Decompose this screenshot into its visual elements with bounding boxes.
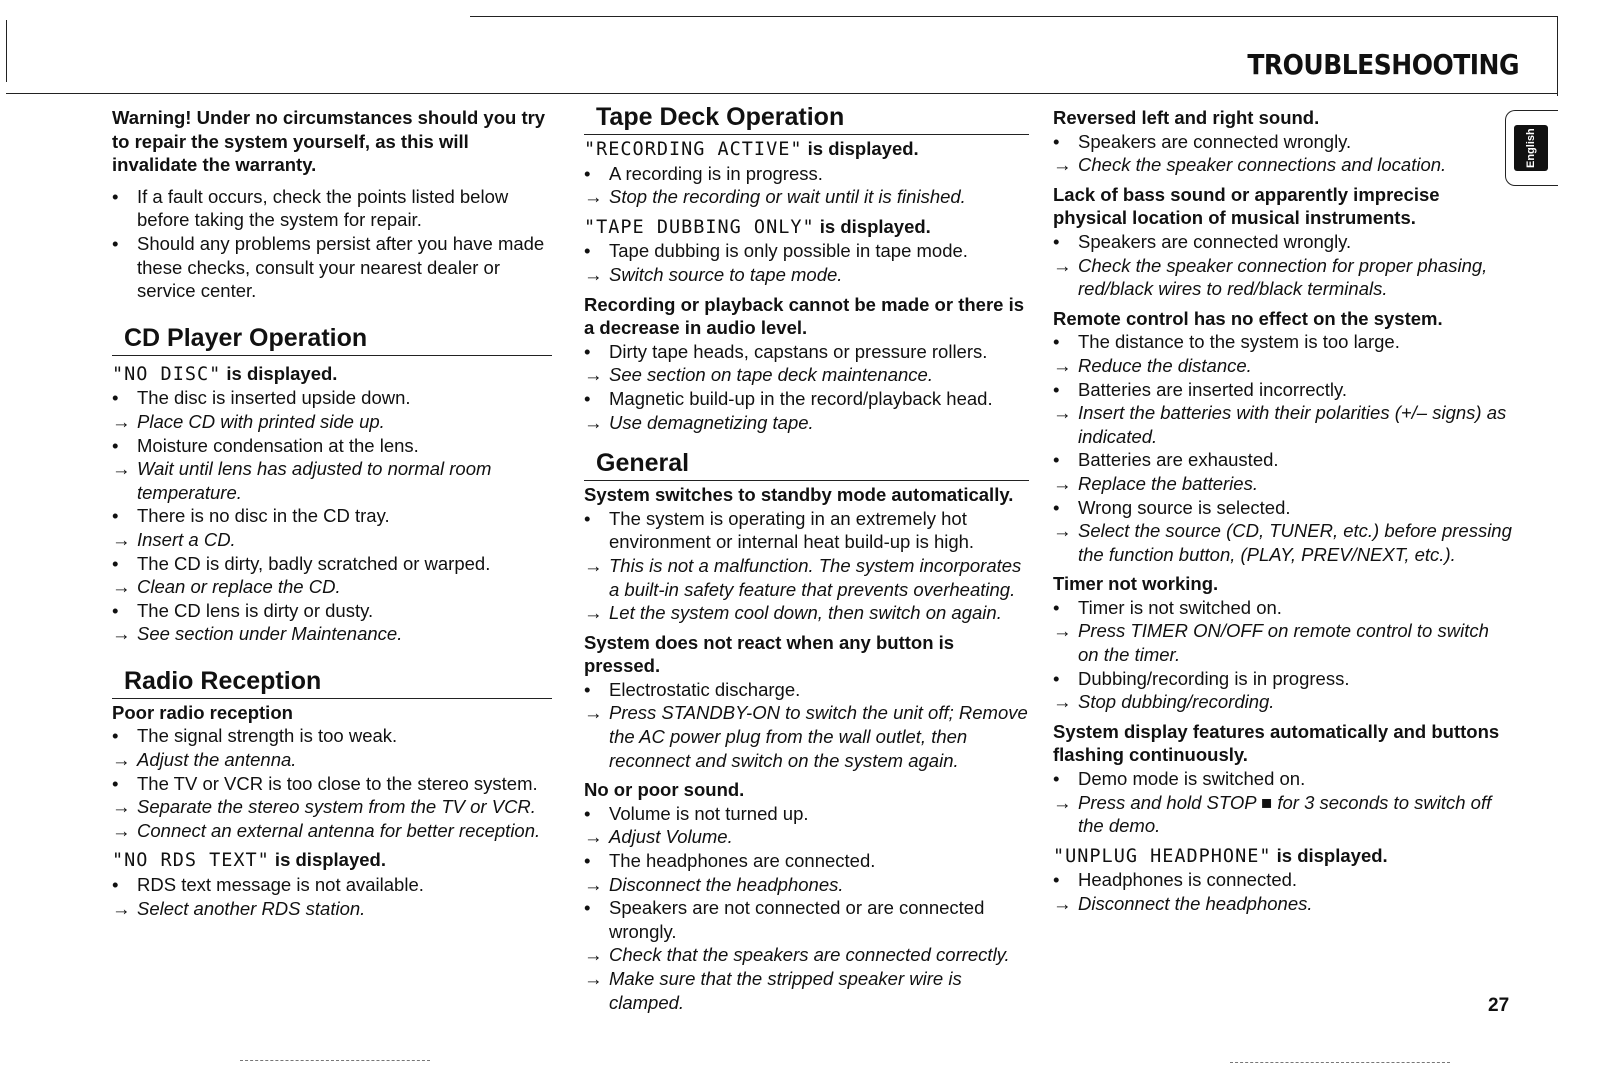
cause-item xyxy=(1053,378,1513,402)
bullet-icon: • xyxy=(112,232,119,254)
bullet-icon: • xyxy=(1053,230,1060,252)
bullet-icon: • xyxy=(584,162,591,184)
remedy-item xyxy=(112,748,552,772)
arrow-icon: → xyxy=(584,702,603,724)
arrow-icon: → xyxy=(584,186,603,208)
item-text: RDS text message is not available. xyxy=(137,874,424,896)
item-text: Check the speaker connections and location. xyxy=(1078,154,1447,176)
remedy-item xyxy=(1053,472,1513,496)
lcd-message: "NO DISC" xyxy=(112,363,222,385)
heading-suffix: is displayed. xyxy=(814,215,931,237)
remedy-item xyxy=(584,185,1029,209)
item-text: Let the system cool down, then switch on again. xyxy=(609,602,1002,624)
general-items-2 xyxy=(584,678,1029,772)
remedy-item xyxy=(584,554,1029,601)
lcd-message: "RECORDING ACTIVE" xyxy=(584,139,803,160)
cause-item xyxy=(1053,330,1513,354)
right-items-6 xyxy=(1053,868,1513,915)
remedy-item xyxy=(1053,519,1513,566)
arrow-icon: → xyxy=(112,458,131,480)
item-text: Switch source to tape mode. xyxy=(609,263,843,285)
item-text: Make sure that the stripped speaker wire is clamped. xyxy=(609,968,962,1013)
lcd-message: "UNPLUG HEADPHONE" xyxy=(1053,845,1272,867)
arrow-icon: → xyxy=(584,826,603,848)
bullet-icon: • xyxy=(584,507,591,529)
arrow-icon: → xyxy=(112,623,131,645)
item-text: Wait until lens has adjusted to normal room temperature. xyxy=(137,458,492,503)
item-text: The distance to the system is too large. xyxy=(1078,331,1400,353)
arrow-icon: → xyxy=(1053,154,1072,176)
remedy-item xyxy=(112,622,552,646)
remedy-item xyxy=(584,263,1029,287)
right-items-5 xyxy=(1053,767,1513,838)
cause-item xyxy=(584,678,1029,702)
bullet-icon: • xyxy=(112,725,119,747)
item-text: Clean or replace the CD. xyxy=(137,576,341,598)
cause-item xyxy=(112,504,552,528)
remedy-item xyxy=(1053,619,1513,666)
header-rule-right xyxy=(1557,16,1558,96)
bullet-icon: • xyxy=(1053,378,1060,400)
column-right xyxy=(1053,106,1513,916)
remedy-item xyxy=(1053,354,1513,378)
item-text: Select the source (CD, TUNER, etc.) before pressing the function button, (PLAY, PREV/NEXT, etc.). xyxy=(1078,520,1512,565)
item-text: Use demagnetizing tape. xyxy=(609,411,814,433)
item-text: Speakers are connected wrongly. xyxy=(1078,230,1352,252)
remedy-item xyxy=(1053,401,1513,448)
cause-item xyxy=(1053,130,1513,154)
item-text: Headphones is connected. xyxy=(1078,869,1298,891)
remedy-item xyxy=(1053,153,1513,177)
heading-suffix: is displayed. xyxy=(1271,844,1388,866)
remedy-item xyxy=(584,411,1029,435)
radio-items-1 xyxy=(112,724,552,842)
arrow-icon: → xyxy=(1053,520,1072,542)
item-text: Adjust the antenna. xyxy=(137,749,297,771)
remedy-item xyxy=(112,410,552,434)
heading-suffix: is displayed. xyxy=(802,138,919,159)
heading-no-react: System does not react when any button is pressed. xyxy=(584,631,955,677)
cause-item xyxy=(112,552,552,576)
cause-item xyxy=(584,162,1029,186)
heading-no-rds xyxy=(112,848,552,873)
arrow-icon: → xyxy=(584,263,603,285)
item-text: Timer is not switched on. xyxy=(1078,596,1282,618)
scan-artifact xyxy=(1230,1062,1450,1063)
item-text: Insert the batteries with their polarities (+/– signs) as indicated. xyxy=(1078,402,1507,447)
language-tab-label: English xyxy=(1514,125,1548,171)
cause-item xyxy=(1053,667,1513,691)
bullet-icon: • xyxy=(1053,667,1060,689)
item-text: If a fault occurs, check the points listed below before taking the system for repair. xyxy=(137,185,509,231)
remedy-item xyxy=(1053,791,1513,838)
bullet-icon: • xyxy=(584,802,591,824)
heading-suffix: is displayed. xyxy=(221,362,338,384)
scan-artifact xyxy=(240,1060,430,1061)
heading-unplug xyxy=(1053,844,1513,869)
item-text: Moisture condensation at the lens. xyxy=(137,434,419,456)
heading-remote: Remote control has no effect on the system. xyxy=(1053,307,1443,329)
remedy-item xyxy=(112,575,552,599)
item-text: The TV or VCR is too close to the stereo system. xyxy=(137,772,538,794)
bullet-icon: • xyxy=(112,552,119,574)
section-title-cd: CD Player Operation xyxy=(112,323,552,356)
cause-item xyxy=(584,387,1029,411)
heading-lack-bass: Lack of bass sound or apparently imprecise physical location of musical instruments. xyxy=(1053,183,1440,229)
arrow-icon: → xyxy=(112,749,131,771)
bullet-icon: • xyxy=(584,340,591,362)
item-text: Check the speaker connection for proper phasing, red/black wires to red/black terminals. xyxy=(1078,254,1488,300)
item-text: Check that the speakers are connected correctly. xyxy=(609,944,1010,966)
heading-recording-playback: Recording or playback cannot be made or there is a decrease in audio level. xyxy=(584,293,1025,339)
bullet-icon: • xyxy=(1053,130,1060,152)
arrow-icon: → xyxy=(1053,354,1072,376)
right-items-3 xyxy=(1053,330,1513,566)
arrow-icon: → xyxy=(112,897,131,919)
page-title: TROUBLESHOOTING xyxy=(1247,48,1519,81)
remedy-item xyxy=(112,819,552,843)
cause-item xyxy=(112,772,552,796)
cause-item xyxy=(1053,767,1513,791)
item-text: Batteries are inserted incorrectly. xyxy=(1078,378,1348,400)
general-items-1 xyxy=(584,507,1029,625)
general-items-3 xyxy=(584,802,1029,1014)
item-text: Dubbing/recording is in progress. xyxy=(1078,667,1350,689)
arrow-icon: → xyxy=(1053,791,1072,813)
item-text: Replace the batteries. xyxy=(1078,472,1258,494)
cause-item xyxy=(584,239,1029,263)
arrow-icon: → xyxy=(1053,472,1072,494)
item-text: The disc is inserted upside down. xyxy=(137,387,411,409)
remedy-item xyxy=(584,363,1029,387)
cause-item xyxy=(1053,596,1513,620)
item-text: The CD lens is dirty or dusty. xyxy=(137,599,374,621)
item-text: Speakers are not connected or are connected wrongly. xyxy=(609,897,985,942)
bullet-icon: • xyxy=(112,434,119,456)
heading-demo: System display features automatically and buttons flashing continuously. xyxy=(1053,720,1500,766)
arrow-icon: → xyxy=(584,554,603,576)
remedy-item xyxy=(584,601,1029,625)
cause-item xyxy=(112,599,552,623)
remedy-item xyxy=(112,528,552,552)
heading-recording-active xyxy=(584,137,1029,162)
item-text: Stop the recording or wait until it is finished. xyxy=(609,186,966,208)
bullet-icon: • xyxy=(1053,768,1060,790)
item-text: See section under Maintenance. xyxy=(137,623,403,645)
item-text: Should any problems persist after you have made these checks, consult your nearest dealer or service center. xyxy=(137,232,545,302)
remedy-item xyxy=(112,795,552,819)
cause-item xyxy=(584,896,1029,943)
bullet-icon: • xyxy=(1053,449,1060,471)
cause-item xyxy=(112,873,552,897)
bullet-icon: • xyxy=(584,240,591,262)
bullet-icon: • xyxy=(1053,331,1060,353)
heading-standby: System switches to standby mode automatically. xyxy=(584,484,1014,506)
tape-items-2 xyxy=(584,239,1029,286)
item-text: Disconnect the headphones. xyxy=(1078,893,1313,914)
arrow-icon: → xyxy=(584,873,603,895)
item-text: Electrostatic discharge. xyxy=(609,678,801,700)
item-text: Volume is not turned up. xyxy=(609,802,809,824)
section-title-tape: Tape Deck Operation xyxy=(584,102,1029,135)
heading-reversed: Reversed left and right sound. xyxy=(1053,107,1320,128)
item-text: Magnetic build-up in the record/playback head. xyxy=(609,387,993,409)
bullet-icon: • xyxy=(584,387,591,409)
bullet-icon: • xyxy=(112,185,119,207)
remedy-item xyxy=(584,943,1029,967)
item-text: Adjust Volume. xyxy=(609,826,733,848)
arrow-icon: → xyxy=(112,528,131,550)
item-text: Press and hold STOP ■ for 3 seconds to switch off the demo. xyxy=(1078,791,1492,837)
header-rule-left xyxy=(6,20,7,82)
bullet-icon: • xyxy=(584,850,591,872)
bullet-icon: • xyxy=(112,505,119,527)
cause-item xyxy=(1053,448,1513,472)
cause-item xyxy=(1053,230,1513,254)
bullet-icon: • xyxy=(112,599,119,621)
cause-item xyxy=(584,849,1029,873)
item-text: Press STANDBY-ON to switch the unit off; Remove the AC power plug from the wall outlet, then reconnect and switch on the system again. xyxy=(609,702,1028,771)
item-text: Separate the stereo system from the TV or VCR. xyxy=(137,796,536,818)
intro-bullets xyxy=(112,185,552,303)
arrow-icon: → xyxy=(1053,254,1072,276)
arrow-icon: → xyxy=(112,819,131,841)
intro-bullet xyxy=(112,232,552,303)
heading-timer: Timer not working. xyxy=(1053,573,1219,595)
arrow-icon: → xyxy=(1053,691,1072,713)
tape-items-3 xyxy=(584,340,1029,434)
remedy-item xyxy=(112,897,552,921)
arrow-icon: → xyxy=(112,576,131,598)
radio-items-2 xyxy=(112,873,552,920)
bullet-icon: • xyxy=(112,387,119,409)
arrow-icon: → xyxy=(1053,893,1072,914)
arrow-icon: → xyxy=(112,410,131,432)
right-items-4 xyxy=(1053,596,1513,714)
arrow-icon: → xyxy=(112,796,131,818)
item-text: The headphones are connected. xyxy=(609,850,876,872)
right-items-1 xyxy=(1053,130,1513,177)
bullet-icon: • xyxy=(584,678,591,700)
arrow-icon: → xyxy=(584,364,603,386)
header-rule-top xyxy=(470,16,1558,17)
arrow-icon: → xyxy=(584,411,603,433)
item-text: Dirty tape heads, capstans or pressure rollers. xyxy=(609,340,988,362)
bullet-icon: • xyxy=(112,772,119,794)
arrow-icon: → xyxy=(584,602,603,624)
item-text: There is no disc in the CD tray. xyxy=(137,505,390,527)
arrow-icon: → xyxy=(584,944,603,966)
section-title-general: General xyxy=(584,448,1029,481)
cause-item xyxy=(584,507,1029,554)
bullet-icon: • xyxy=(1053,596,1060,618)
remedy-item xyxy=(1053,254,1513,301)
item-text: Demo mode is switched on. xyxy=(1078,768,1306,790)
lcd-message: "TAPE DUBBING ONLY" xyxy=(584,216,815,238)
lcd-message: "NO RDS TEXT" xyxy=(112,850,270,872)
item-text: Batteries are exhausted. xyxy=(1078,449,1279,471)
item-text: A recording is in progress. xyxy=(609,162,823,184)
cause-item xyxy=(1053,868,1513,892)
column-left xyxy=(112,106,552,920)
item-text: Press TIMER ON/OFF on remote control to switch on the timer. xyxy=(1078,620,1489,666)
cause-item xyxy=(112,724,552,748)
arrow-icon: → xyxy=(584,968,603,989)
bullet-icon: • xyxy=(1053,496,1060,518)
cause-item xyxy=(112,386,552,410)
item-text: Insert a CD. xyxy=(137,528,236,550)
section-title-radio: Radio Reception xyxy=(112,666,552,699)
item-text: Speakers are connected wrongly. xyxy=(1078,130,1352,152)
item-text: See section on tape deck maintenance. xyxy=(609,364,933,386)
heading-suffix: is displayed. xyxy=(269,849,386,871)
item-text: The CD is dirty, badly scratched or warped. xyxy=(137,552,491,574)
cause-item xyxy=(112,434,552,458)
remedy-item xyxy=(584,967,1029,1014)
heading-tape-dubbing xyxy=(584,215,1029,240)
tape-items-1 xyxy=(584,162,1029,209)
remedy-item xyxy=(1053,690,1513,714)
intro-bullet xyxy=(112,185,552,232)
column-middle xyxy=(584,103,1029,1014)
item-text: This is not a malfunction. The system incorporates a built-in safety feature that prevents overheating. xyxy=(609,554,1022,600)
item-text: Place CD with printed side up. xyxy=(137,410,385,432)
warning-text: Warning! Under no circumstances should you try to repair the system yourself, as this will invalidate the warranty. xyxy=(112,107,546,176)
cause-item xyxy=(584,802,1029,826)
item-text: Select another RDS station. xyxy=(137,897,366,919)
heading-poor-radio: Poor radio reception xyxy=(112,701,293,723)
arrow-icon: → xyxy=(1053,402,1072,424)
page-number: 27 xyxy=(1488,995,1510,1016)
arrow-icon: → xyxy=(1053,620,1072,642)
cd-items xyxy=(112,386,552,646)
right-items-2 xyxy=(1053,230,1513,301)
bullet-icon: • xyxy=(112,874,119,896)
remedy-item xyxy=(112,457,552,504)
item-text: Connect an external antenna for better reception. xyxy=(137,819,541,841)
item-text: Disconnect the headphones. xyxy=(609,873,844,895)
item-text: Stop dubbing/recording. xyxy=(1078,691,1275,713)
item-text: Wrong source is selected. xyxy=(1078,496,1291,518)
item-text: The signal strength is too weak. xyxy=(137,725,398,747)
bullet-icon: • xyxy=(584,897,591,919)
item-text: Reduce the distance. xyxy=(1078,354,1252,376)
item-text: Tape dubbing is only possible in tape mode. xyxy=(609,240,968,262)
bullet-icon: • xyxy=(1053,869,1060,891)
remedy-item xyxy=(584,873,1029,897)
heading-no-sound: No or poor sound. xyxy=(584,779,745,801)
remedy-item xyxy=(1053,892,1513,916)
remedy-item xyxy=(584,825,1029,849)
heading-no-disc xyxy=(112,362,552,387)
item-text: The system is operating in an extremely hot environment or internal heat build-up is high. xyxy=(609,507,975,553)
cause-item xyxy=(1053,496,1513,520)
header-rule-bottom xyxy=(6,93,1558,94)
cause-item xyxy=(584,340,1029,364)
remedy-item xyxy=(584,701,1029,772)
